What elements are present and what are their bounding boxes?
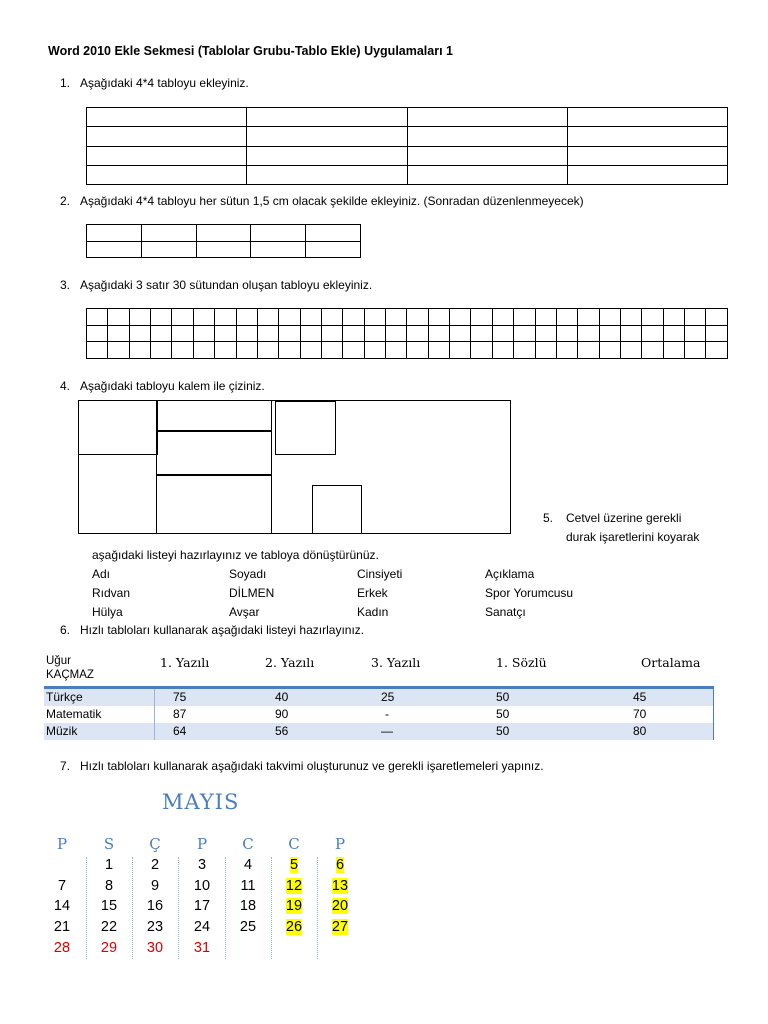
table-cell — [236, 325, 257, 342]
table-cell — [151, 309, 172, 326]
calendar-date: 14 — [53, 898, 71, 915]
table-cell — [151, 325, 172, 342]
calendar-date: 29 — [100, 939, 118, 956]
calendar-date: 2 — [150, 857, 160, 873]
calendar-day-header: Ç — [149, 835, 161, 853]
table-cell — [471, 309, 492, 326]
table-cell — [428, 325, 449, 342]
table-cell — [620, 325, 641, 342]
table-cell — [556, 342, 577, 359]
table-cell — [642, 342, 663, 359]
calendar-date: 16 — [146, 898, 164, 915]
list-cell: Spor Yorumcusu — [485, 586, 574, 600]
table-cell — [129, 342, 150, 359]
table-cell — [514, 325, 535, 342]
item-4: 4. Aşağıdaki tabloyu kalem ile çiziniz. — [59, 379, 265, 393]
table-cell — [257, 309, 278, 326]
calendar-cell — [233, 898, 263, 914]
calendar-cell — [47, 898, 77, 914]
calendar-cell — [279, 878, 309, 894]
calendar-date: 5 — [289, 857, 299, 873]
list-cell: Rıdvan — [92, 586, 131, 600]
table-cell — [663, 325, 684, 342]
table-row: Türkçe 75 40 25 50 45 — [44, 689, 714, 706]
table-cell — [257, 325, 278, 342]
table-cell — [514, 309, 535, 326]
table-cell — [279, 325, 300, 342]
calendar-cell — [140, 940, 170, 956]
table-cell — [236, 309, 257, 326]
calendar-date: 26 — [285, 919, 303, 936]
item-3: 3. Aşağıdaki 3 satır 30 sütundan oluşan tabloyu ekleyiniz. — [59, 278, 373, 292]
quick-table-corner: Uğur KAÇMAZ — [46, 655, 94, 681]
calendar-date: 7 — [57, 877, 67, 894]
table-cell — [172, 309, 193, 326]
item-5-line1: Cetvel üzerine gerekli — [566, 511, 682, 525]
item-7: 7. Hızlı tabloları kullanarak aşağıdaki takvimi oluşturunuz ve gerekli işaretlemeleri yapınız. — [59, 759, 544, 773]
list-cell: Hülya — [92, 605, 123, 619]
calendar-cell — [325, 898, 355, 914]
table-cell — [364, 342, 385, 359]
table-cell — [215, 309, 236, 326]
quick-table-divider — [154, 689, 155, 740]
calendar-cell — [325, 878, 355, 894]
item-2: 2. Aşağıdaki 4*4 tabloyu her sütun 1,5 cm olacak şekilde ekleyiniz. (Sonradan düzenlenmeyecek) — [59, 194, 584, 208]
calendar-date: 9 — [150, 877, 160, 894]
calendar-day-header: P — [334, 835, 346, 853]
calendar-date: 23 — [146, 919, 164, 936]
calendar-cell — [47, 878, 77, 894]
table-cell — [642, 309, 663, 326]
calendar-date: 10 — [193, 877, 211, 894]
quick-table-header: Ortalama — [641, 655, 701, 670]
table-cell — [364, 309, 385, 326]
calendar-cell — [187, 919, 217, 935]
calendar-day-header: C — [288, 835, 300, 853]
table-cell — [279, 342, 300, 359]
table-cell — [364, 325, 385, 342]
calendar-date: 18 — [239, 898, 257, 915]
table-cell — [706, 325, 728, 342]
quick-table-header: 3. Yazılı — [371, 655, 421, 670]
calendar-date: 17 — [193, 898, 211, 915]
calendar-column-divider — [317, 857, 318, 959]
table-cell — [706, 309, 728, 326]
calendar-date: 24 — [193, 919, 211, 936]
table-cell — [172, 325, 193, 342]
table-cell — [471, 342, 492, 359]
table-cell — [87, 309, 108, 326]
calendar-day-header: C — [242, 835, 254, 853]
table-4x4-fixed-width — [86, 224, 361, 258]
calendar-date: 15 — [100, 898, 118, 915]
item-5-line2: durak işaretlerini koyarak — [566, 530, 700, 544]
table-cell — [343, 342, 364, 359]
calendar-cell — [187, 940, 217, 956]
table-cell — [108, 325, 129, 342]
calendar-date: 28 — [53, 939, 71, 956]
calendar-date: 11 — [240, 877, 256, 894]
list-cell: Adı — [92, 567, 111, 581]
calendar-date: 19 — [285, 898, 303, 915]
table-cell — [578, 342, 599, 359]
table-cell — [108, 342, 129, 359]
quick-table-header: 2. Yazılı — [265, 655, 315, 670]
list-cell: Sanatçı — [485, 605, 526, 619]
calendar-cell — [279, 898, 309, 914]
calendar-cell — [94, 919, 124, 935]
table-3x30 — [86, 308, 728, 359]
table-cell — [663, 309, 684, 326]
calendar-cell — [140, 878, 170, 894]
table-cell — [535, 309, 556, 326]
table-cell — [599, 325, 620, 342]
table-row — [87, 309, 728, 326]
list-cell: DİLMEN — [229, 586, 275, 600]
item-6: 6. Hızlı tabloları kullanarak aşağıdaki listeyi hazırlayınız. — [59, 623, 365, 637]
calendar-day-header: P — [56, 835, 68, 853]
calendar-cell — [233, 878, 263, 894]
calendar-cell — [47, 940, 77, 956]
calendar-cell — [325, 919, 355, 935]
table-cell — [514, 342, 535, 359]
calendar-day-header: P — [196, 835, 208, 853]
table-cell — [620, 342, 641, 359]
table-row — [87, 342, 728, 359]
table-cell — [535, 342, 556, 359]
list-cell: Erkek — [357, 586, 388, 600]
list-cell: Kadın — [357, 605, 389, 619]
calendar-date: 21 — [53, 919, 71, 936]
table-cell — [87, 342, 108, 359]
table-cell — [450, 342, 471, 359]
table-cell — [215, 342, 236, 359]
table-cell — [663, 342, 684, 359]
calendar-cell — [279, 919, 309, 935]
calendar-cell — [279, 857, 309, 873]
calendar-date: 1 — [104, 857, 114, 873]
list-cell: Açıklama — [485, 567, 535, 581]
list-cell: Cinsiyeti — [357, 567, 403, 581]
calendar-date: 30 — [146, 939, 164, 956]
calendar-cell — [187, 878, 217, 894]
calendar-cell — [233, 919, 263, 935]
table-cell — [193, 309, 214, 326]
calendar-date: 22 — [100, 919, 118, 936]
table-cell — [450, 309, 471, 326]
table-cell — [343, 309, 364, 326]
table-cell — [193, 342, 214, 359]
calendar-date: 12 — [285, 877, 303, 894]
table-cell — [556, 309, 577, 326]
calendar-cell — [187, 898, 217, 914]
table-row: Matematik 87 90 - 50 70 — [44, 706, 714, 723]
calendar-cell — [187, 857, 217, 873]
list-cell: Soyadı — [229, 567, 267, 581]
calendar-cell — [140, 857, 170, 873]
calendar-day-header: S — [103, 835, 115, 853]
table-cell — [300, 309, 321, 326]
table-cell — [428, 309, 449, 326]
table-cell — [236, 342, 257, 359]
table-cell — [535, 325, 556, 342]
calendar-date: 4 — [243, 857, 253, 873]
calendar-date: 3 — [197, 857, 207, 873]
calendar-column-divider — [132, 857, 133, 959]
calendar-cell — [94, 940, 124, 956]
table-cell — [578, 325, 599, 342]
calendar-column-divider — [271, 857, 272, 959]
table-cell — [172, 342, 193, 359]
table-cell — [407, 325, 428, 342]
calendar-column-divider — [225, 857, 226, 959]
calendar-date: 27 — [331, 919, 349, 936]
table-cell — [407, 342, 428, 359]
table-cell — [129, 309, 150, 326]
table-cell — [386, 342, 407, 359]
calendar-column-divider — [86, 857, 87, 959]
table-cell — [300, 325, 321, 342]
table-cell — [685, 309, 706, 326]
calendar-cell — [94, 857, 124, 873]
table-row: Müzik 64 56 — 50 80 — [44, 723, 714, 740]
table-row — [87, 325, 728, 342]
calendar-month: MAYIS — [162, 790, 240, 814]
calendar-cell — [94, 898, 124, 914]
table-cell — [300, 342, 321, 359]
table-cell — [321, 325, 342, 342]
calendar-column-divider — [178, 857, 179, 959]
table-cell — [599, 342, 620, 359]
calendar-date: 31 — [193, 939, 211, 956]
item-1: 1. Aşağıdaki 4*4 tabloyu ekleyiniz. — [59, 76, 249, 90]
table-cell — [407, 309, 428, 326]
table-cell — [321, 342, 342, 359]
table-cell — [151, 342, 172, 359]
calendar-date: 8 — [104, 877, 114, 894]
item-5-number: 5. — [543, 511, 554, 525]
calendar-cell — [140, 919, 170, 935]
calendar-cell — [47, 919, 77, 935]
calendar-date: 6 — [335, 857, 345, 873]
table-cell — [386, 325, 407, 342]
table-cell — [492, 342, 513, 359]
table-cell — [492, 309, 513, 326]
table-cell — [257, 342, 278, 359]
table-cell — [343, 325, 364, 342]
table-cell — [685, 342, 706, 359]
table-cell — [108, 309, 129, 326]
calendar-cell — [233, 857, 263, 873]
document-title: Word 2010 Ekle Sekmesi (Tablolar Grubu-Tablo Ekle) Uygulamaları 1 — [48, 44, 453, 58]
table-cell — [706, 342, 728, 359]
table-cell — [578, 309, 599, 326]
table-cell — [193, 325, 214, 342]
calendar-cell — [140, 898, 170, 914]
calendar-date: 20 — [331, 898, 349, 915]
quick-table-header: 1. Sözlü — [496, 655, 547, 670]
table-cell — [428, 342, 449, 359]
table-cell — [599, 309, 620, 326]
table-cell — [492, 325, 513, 342]
calendar-cell — [94, 878, 124, 894]
table-cell — [129, 325, 150, 342]
table-cell — [321, 309, 342, 326]
table-cell — [685, 325, 706, 342]
calendar-date: 13 — [331, 877, 349, 894]
calendar-cell — [325, 857, 355, 873]
quick-table-header: 1. Yazılı — [160, 655, 210, 670]
list-cell: Avşar — [229, 605, 260, 619]
table-cell — [450, 325, 471, 342]
table-4x4 — [86, 107, 728, 185]
table-cell — [471, 325, 492, 342]
table-cell — [215, 325, 236, 342]
item-5-line3: aşağıdaki listeyi hazırlayınız ve tabloya dönüştürünüz. — [92, 548, 379, 562]
quick-table-right-border — [713, 689, 714, 740]
table-cell — [87, 325, 108, 342]
calendar-date: 25 — [239, 919, 257, 936]
table-cell — [642, 325, 663, 342]
table-cell — [620, 309, 641, 326]
table-cell — [386, 309, 407, 326]
table-cell — [279, 309, 300, 326]
table-cell — [556, 325, 577, 342]
